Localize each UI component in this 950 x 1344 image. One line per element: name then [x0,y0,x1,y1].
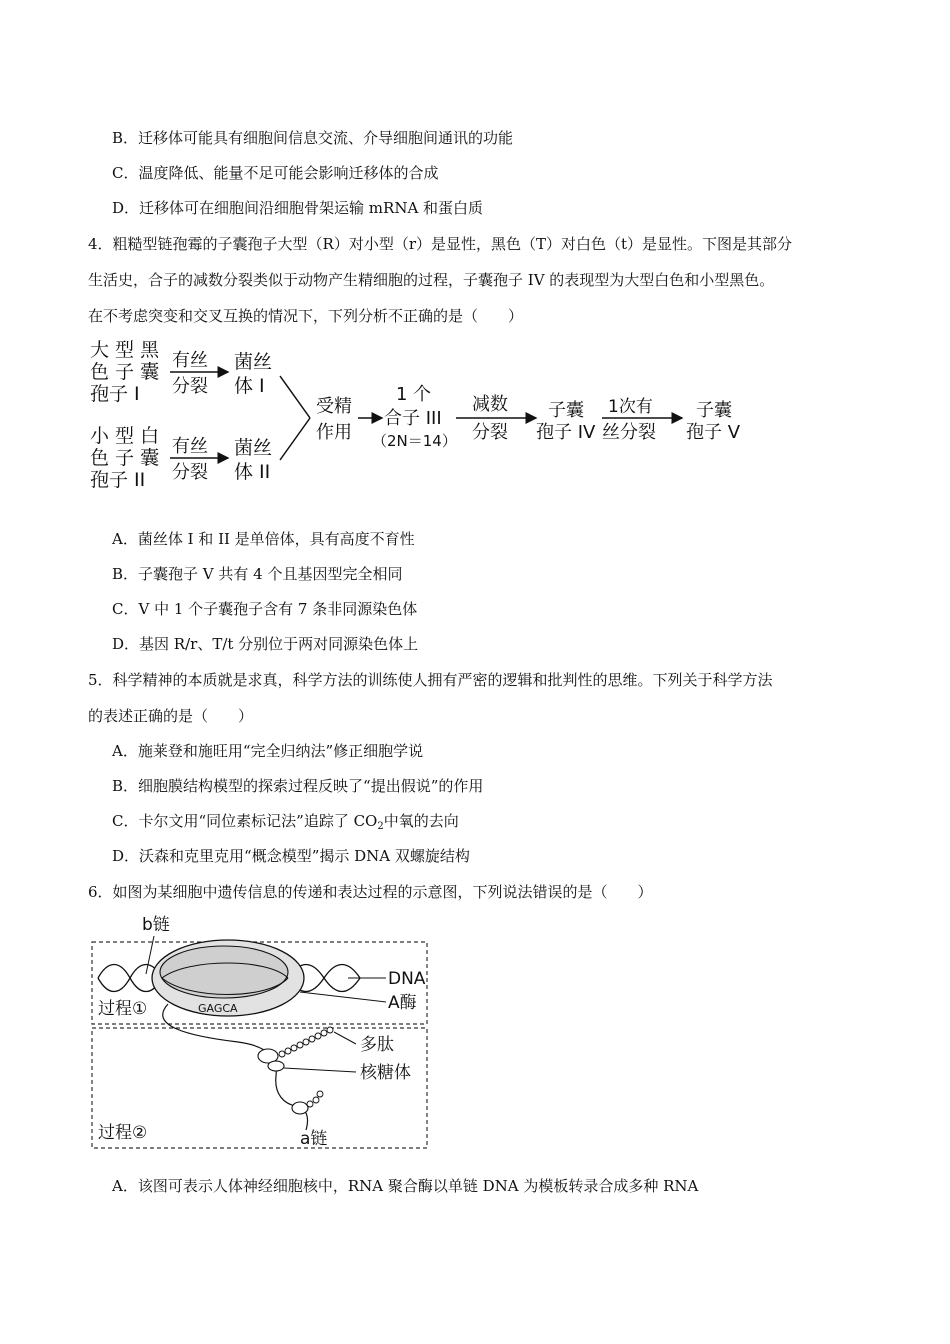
ribosome-1-small [268,1061,284,1071]
process-1-label: 过程① [98,999,148,1019]
zygote-label-line-3: （2N＝14） [372,432,457,450]
spore-4-label-line-1: 子囊 [548,400,584,421]
q6-stem: 6．如图为某细胞中遗传信息的传递和表达过程的示意图，下列说法错误的是（ ） [88,883,653,901]
ribosome-label: 核糖体 [360,1063,411,1083]
spore-2-label-line-1: 小 型 白 [90,425,160,447]
q5-option-d: D．沃森和克里克用“概念模型”揭示 DNA 双螺旋结构 [112,847,470,865]
q5-option-c-text-end: 中氧的去向 [383,812,459,830]
ribosome-pointer [284,1068,356,1072]
ribosome-2-large [292,1102,308,1114]
once-mitosis-label-top: 1次有 [608,397,653,417]
zygote-label-line-1: 1 个 [396,384,432,405]
q5-stem-line-1: 5．科学精神的本质就是求真，科学方法的训练使人拥有严密的逻辑和批判性的思维。下列关于科学方法 [88,671,773,689]
q3-option-b: B．迁移体可能具有细胞间信息交流、介导细胞间通讯的功能 [112,129,514,147]
q3-option-d: D．迁移体可在细胞间沿细胞骨架运输 mRNA 和蛋白质 [112,199,484,217]
mitosis-label-top-2: 有丝 [172,436,208,457]
q5-option-c [112,811,459,837]
mrna-strand [163,1004,308,1130]
q4-option-a: A．菌丝体 I 和 II 是单倍体，具有高度不育性 [112,530,415,548]
once-mitosis-label-bottom: 丝分裂 [602,422,656,443]
enzyme-pointer [300,992,386,1002]
process-2-label: 过程② [98,1123,148,1143]
q5-option-c-subscript: 2 [377,821,384,832]
spore-1-label-line-3: 孢子 I [90,383,140,405]
q4-option-c: C．V 中 1 个子囊孢子含有 7 条非同源染色体 [112,600,418,618]
spore-1-label-line-2: 色 子 囊 [90,361,160,383]
q5-option-a: A．施莱登和施旺用“完全归纳法”修正细胞学说 [112,742,424,760]
fertilization-label-line-2: 作用 [316,422,352,443]
polypeptide-chain [279,1027,333,1057]
sequence-label: GAGCA [198,1002,238,1015]
merge-line-top [280,376,310,418]
q4-stem-line-1: 4．粗糙型链孢霉的子囊孢子大型（R）对小型（r）是显性，黑色（T）对白色（t）是显性。下图是其部分 [88,235,793,253]
spore-5-label-line-2: 孢子 V [686,422,741,443]
hypha-2-label-line-2: 体 II [234,461,271,483]
meiosis-label-bottom: 分裂 [472,422,508,443]
q4-option-d: D．基因 R/r、T/t 分别位于两对同源染色体上 [112,635,419,653]
mitosis-label-top-1: 有丝 [172,350,208,371]
q5-stem-line-2: 的表述正确的是（ ） [88,707,254,725]
meiosis-label-top: 减数 [472,394,508,415]
q6-gene-expression-diagram [88,908,433,1154]
spore-2-label-line-2: 色 子 囊 [90,447,160,469]
q3-option-c: C．温度降低、能量不足可能会影响迁移体的合成 [112,164,439,182]
a-chain-label: a链 [300,1129,328,1149]
mitosis-label-bottom-2: 分裂 [172,462,208,483]
q4-life-cycle-diagram [86,336,766,496]
q4-option-b: B．子囊孢子 V 共有 4 个且基因型完全相同 [112,565,403,583]
q5-option-c-text: C．卡尔文用“同位素标记法”追踪了 CO [112,812,378,830]
fertilization-label-line-1: 受精 [316,396,352,417]
hypha-1-label-line-1: 菌丝 [234,351,273,373]
spore-1-label-line-1: 大 型 黑 [90,339,160,361]
hypha-1-label-line-2: 体 I [234,375,265,397]
q4-stem-line-2: 生活史，合子的减数分裂类似于动物产生精细胞的过程，子囊孢子 IV 的表现型为大型白色和小型黑色。 [88,271,775,289]
q6-option-a: A．该图可表示人体神经细胞核中，RNA 聚合酶以单链 DNA 为模板转录合成多种 RNA [112,1177,699,1195]
q5-option-b: B．细胞膜结构模型的探索过程反映了“提出假说”的作用 [112,777,484,795]
b-chain-label: b链 [142,915,170,935]
mitosis-label-bottom-1: 分裂 [172,376,208,397]
peptide-label: 多肽 [360,1035,394,1055]
spore-2-label-line-3: 孢子 II [90,469,146,491]
hypha-2-label-line-1: 菌丝 [234,437,273,459]
dna-label: DNA [388,969,426,989]
peptide-pointer [334,1032,356,1044]
enzyme-label: A酶 [388,993,417,1013]
enzyme-ellipse-inner [160,946,288,998]
spore-5-label-line-1: 子囊 [696,400,732,421]
spore-4-label-line-2: 孢子 IV [536,422,596,443]
short-polypeptide [307,1091,323,1107]
zygote-label-line-2: 合子 III [384,408,442,429]
q4-stem-line-3: 在不考虑突变和交叉互换的情况下，下列分析不正确的是（ ） [88,307,524,325]
merge-line-bottom [280,418,310,460]
